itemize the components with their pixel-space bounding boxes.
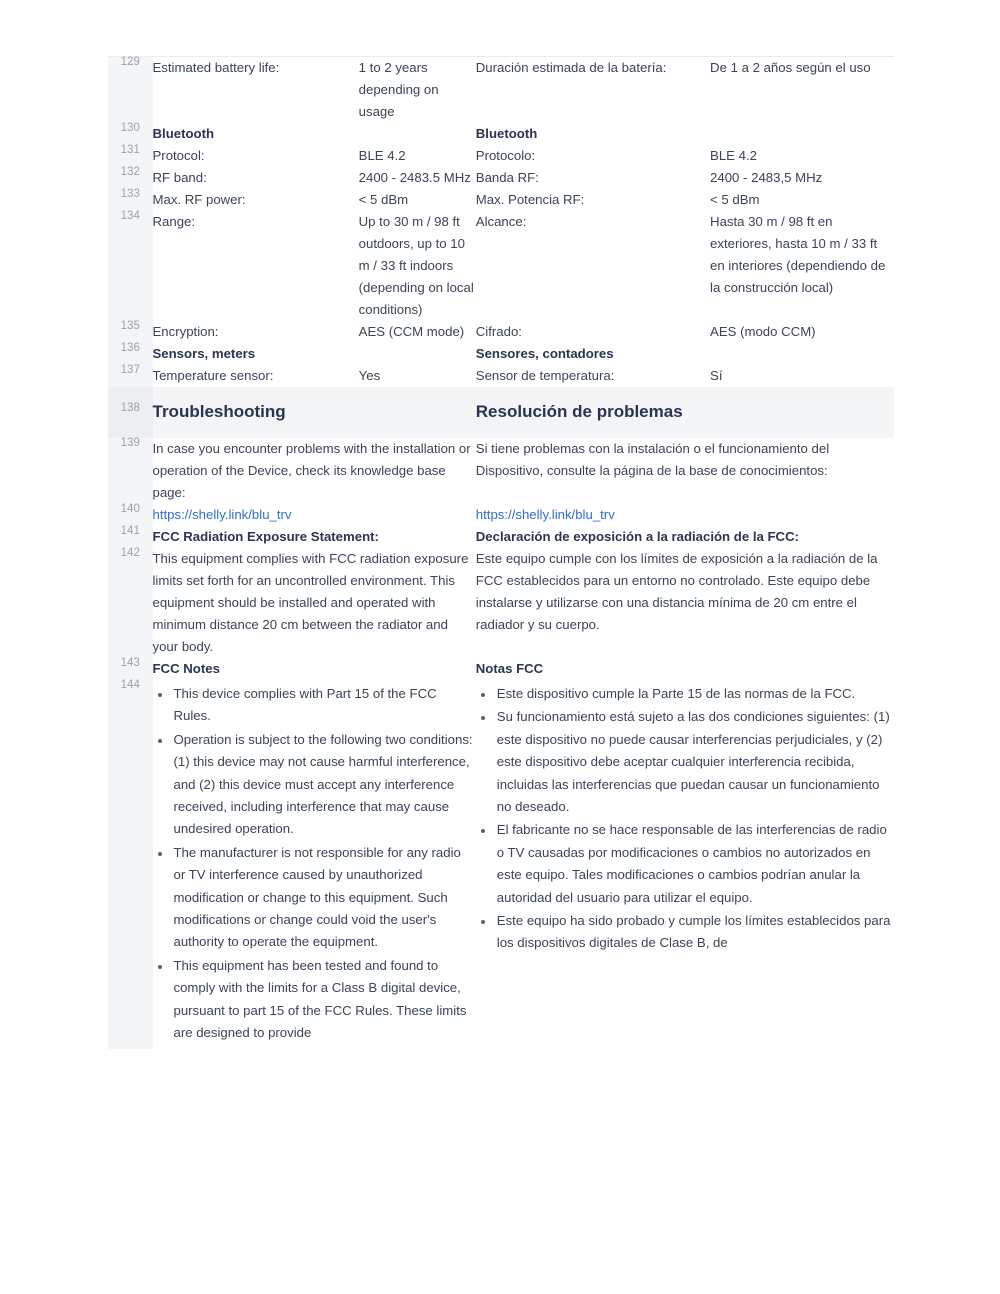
- cell-en-value: BLE 4.2: [358, 148, 406, 163]
- cell-en-value: Yes: [358, 368, 381, 383]
- cell-es-value: 2400 - 2483,5 MHz: [710, 170, 823, 185]
- table-row: [108, 211, 894, 321]
- cell-es-paragraph: Si tiene problemas con la instalación o el funcionamiento del Dispositivo, consulte la página de la base de conocimientos:: [475, 441, 830, 478]
- cell-es-value: < 5 dBm: [710, 192, 760, 207]
- list-item: • Operation is subject to the following two conditions: (1) this device may not cause harmful interference, and (2) this device must accept any interference received, including interference that may cause undesired operation.: [172, 729, 476, 841]
- cell-es-section-heading: Resolución de problemas: [476, 387, 894, 438]
- line-number: 132: [108, 167, 153, 189]
- cell-es-paragraph: Este equipo cumple con los límites de exposición a la radiación de la FCC establecidos para un entorno no controlado. Este equipo debe instalarse y utilizarse con una distancia mínima de 20 cm entre el radiador y su cuerpo.: [475, 551, 878, 632]
- table-row: [108, 548, 894, 658]
- cell-es-heading: Bluetooth: [475, 126, 538, 141]
- cell-es-heading: Declaración de exposición a la radiación de la FCC:: [475, 529, 799, 544]
- table-row: [108, 189, 894, 211]
- cell-en-label: Encryption:: [152, 324, 219, 339]
- cell-es-value: Sí: [710, 368, 723, 383]
- table-row: [108, 438, 894, 504]
- line-number: 141: [108, 526, 153, 548]
- cell-es-bullets: [476, 680, 894, 1049]
- cell-en-heading: FCC Radiation Exposure Statement:: [152, 529, 379, 544]
- table-row: [108, 57, 894, 124]
- table-row-link: [108, 504, 894, 526]
- cell-en-value: Up to 30 m / 98 ft outdoors, up to 10 m / 33 ft indoors (depending on local conditions): [358, 214, 474, 317]
- cell-es-value: AES (modo CCM): [710, 324, 816, 339]
- cell-en-label: Max. RF power:: [152, 192, 246, 207]
- table-row-heading: [108, 658, 894, 680]
- knowledge-base-link-es[interactable]: https://shelly.link/blu_trv: [475, 507, 615, 522]
- list-item: • This equipment has been tested and found to comply with the limits for a Class B digital device, pursuant to part 15 of the FCC Rules. These limits are designed to provide: [172, 955, 476, 1045]
- line-number: 138: [108, 387, 153, 438]
- specification-table: [108, 56, 894, 1049]
- cell-en-heading: FCC Notes: [152, 661, 220, 676]
- cell-es-heading: Notas FCC: [475, 661, 544, 676]
- line-number: 135: [108, 321, 153, 343]
- knowledge-base-link-en[interactable]: https://shelly.link/blu_trv: [152, 507, 292, 522]
- cell-en-value: 1 to 2 years depending on usage: [359, 57, 476, 124]
- cell-es-value: De 1 a 2 años según el uso: [710, 57, 894, 124]
- cell-en-label: RF band:: [152, 170, 207, 185]
- cell-en-bullets: [153, 680, 476, 1049]
- cell-es-link-wrap: [476, 504, 894, 526]
- list-item: • Este dispositivo cumple la Parte 15 de las normas de la FCC.: [495, 683, 894, 705]
- table-row-bullets: [108, 680, 894, 1049]
- cell-es-value: Hasta 30 m / 98 ft en exteriores, hasta 10 m / 33 ft en interiores (dependiendo de la construcción local): [710, 214, 886, 295]
- cell-en-label: Estimated battery life:: [153, 57, 359, 124]
- line-number: 140: [108, 504, 153, 526]
- cell-en-section-heading: Troubleshooting: [153, 387, 476, 438]
- cell-en-label: Protocol:: [152, 148, 205, 163]
- bullet-list-en: [153, 683, 476, 1045]
- cell-es-label: Banda RF:: [475, 170, 539, 185]
- line-number: 129: [108, 57, 153, 124]
- cell-en-value: AES (CCM mode): [358, 324, 465, 339]
- line-number: 139: [108, 438, 153, 504]
- cell-es-label: Cifrado:: [475, 324, 522, 339]
- table-row: [108, 321, 894, 343]
- cell-en-paragraph: In case you encounter problems with the installation or operation of the Device, check its knowledge base page:: [152, 441, 471, 500]
- list-item: • The manufacturer is not responsible for any radio or TV interference caused by unauthorized modification or change to this equipment. Such modifications or change could void the user's authority to operate the equipment.: [172, 842, 476, 954]
- line-number: 131: [108, 145, 153, 167]
- cell-es-label: Protocolo:: [475, 148, 536, 163]
- table-row-section-heading: [108, 387, 894, 438]
- line-number: 142: [108, 548, 153, 658]
- line-number: 144: [108, 680, 153, 1049]
- list-item: • Este equipo ha sido probado y cumple los límites establecidos para los dispositivos digitales de Clase B, de: [495, 910, 894, 955]
- cell-es-value: BLE 4.2: [710, 148, 757, 163]
- cell-en-label: Temperature sensor:: [152, 368, 274, 383]
- line-number: 143: [108, 658, 153, 680]
- line-number: 137: [108, 365, 153, 387]
- cell-en-paragraph: This equipment complies with FCC radiation exposure limits set forth for an uncontrolled environment. This equipment should be installed and operated with minimum distance 20 cm between the radiator and your body.: [152, 551, 469, 654]
- list-item: • This device complies with Part 15 of the FCC Rules.: [172, 683, 476, 728]
- cell-en-value: < 5 dBm: [358, 192, 409, 207]
- bullet-list-es: [476, 683, 894, 955]
- cell-en-heading: Sensors, meters: [152, 346, 256, 361]
- cell-es-label: Duración estimada de la batería:: [476, 57, 710, 124]
- table-row-heading: [108, 123, 894, 145]
- cell-en-link-wrap: [153, 504, 476, 526]
- table-row: [108, 365, 894, 387]
- cell-es-heading: Sensores, contadores: [475, 346, 614, 361]
- cell-en-heading: Bluetooth: [152, 126, 215, 141]
- cell-es-label: Sensor de temperatura:: [475, 368, 615, 383]
- list-item: • Su funcionamiento está sujeto a las dos condiciones siguientes: (1) este dispositivo no puede causar interferencias perjudiciales, y (2) este dispositivo debe aceptar cualquier interferencia recibida, incluidas las interferencias que puedan causar un funcionamiento no deseado.: [495, 706, 894, 818]
- cell-es-label: Alcance:: [475, 214, 527, 229]
- table-row-heading: [108, 343, 894, 365]
- line-number: 130: [108, 123, 153, 145]
- line-number: 136: [108, 343, 153, 365]
- table-row-heading: [108, 526, 894, 548]
- table-row: [108, 167, 894, 189]
- table-row: [108, 145, 894, 167]
- cell-es-label: Max. Potencia RF:: [475, 192, 585, 207]
- cell-en-value: 2400 - 2483.5 MHz: [358, 170, 471, 185]
- table-body: [108, 57, 894, 1049]
- line-number: 133: [108, 189, 153, 211]
- list-item: • El fabricante no se hace responsable de las interferencias de radio o TV causadas por modificaciones o cambios no autorizados en este equipo. Tales modificaciones o cambios podrían anular la autoridad del usuario para utilizar el equipo.: [495, 819, 894, 909]
- cell-en-label: Range:: [152, 214, 196, 229]
- line-number: 134: [108, 211, 153, 321]
